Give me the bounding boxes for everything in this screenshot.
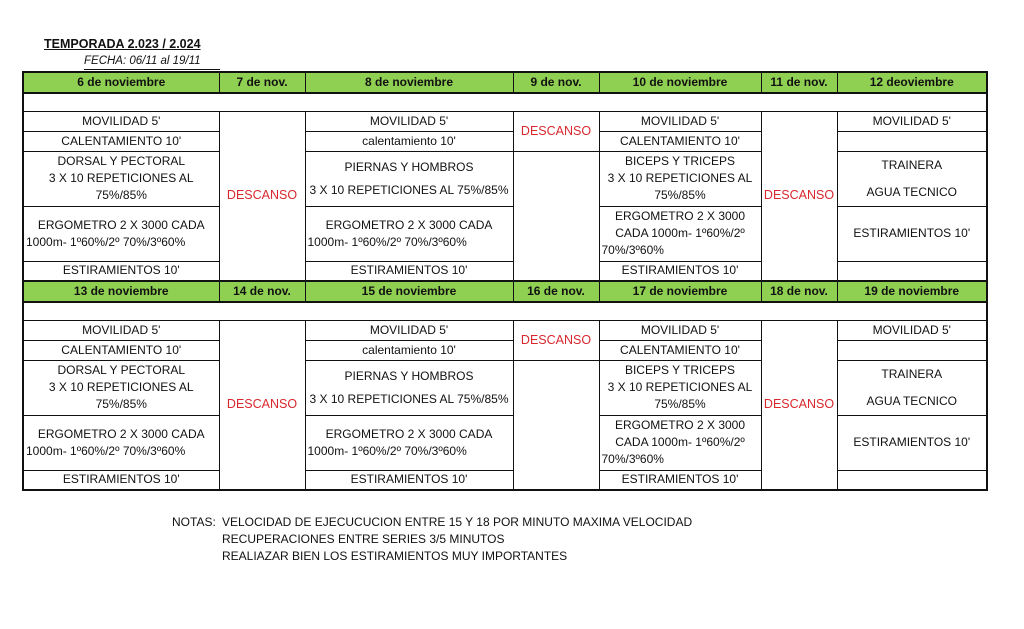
trainera-label: TRAINERA [881,366,943,381]
estiramientos-row [23,261,987,281]
day-header: 8 de noviembre [305,72,513,93]
note-line: VELOCIDAD DE EJECUCUCION ENTRE 15 Y 18 POR MINUTO MAXIMA VELOCIDAD [222,515,693,529]
notes-label: NOTAS: [172,515,216,529]
day-header: 15 de noviembre [305,281,513,302]
ergometro-cell: ERGOMETRO 2 X 3000 CADA 1000m- 1º60%/2º 70%/3º60% [305,206,513,261]
agua-label: AGUA TECNICO [866,393,957,408]
estiramientos-row [23,470,987,490]
series-label: 3 X 10 REPETICIONES AL 75%/85% [607,171,753,202]
movilidad-cell: MOVILIDAD 5' [305,320,513,340]
trainera-cell [837,151,987,206]
calentamiento-row [23,131,987,151]
ergometro-cell: ERGOMETRO 2 X 3000 CADA 1000m- 1º60%/2º 70%/3º60% [599,206,761,261]
muscle-group-label: PIERNAS Y HOMBROS [344,159,474,174]
calentamiento-cell: CALENTAMIENTO 10' [599,340,761,360]
date-range: FECHA: 06/11 al 19/11 [84,55,201,67]
series-label: 3 X 10 REPETICIONES AL 75%/85% [48,380,194,411]
ergometro-cell: ERGOMETRO 2 X 3000 CADA 1000m- 1º60%/2º 70%/3º60% [599,415,761,470]
season-title: TEMPORADA 2.023 / 2.024 [44,37,201,51]
estiramientos-cell: ESTIRAMIENTOS 10' [599,261,761,281]
day-header: 7 de nov. [219,72,305,93]
empty-cell [837,470,987,490]
muscle-group-label: DORSAL Y PECTORAL [57,154,186,168]
muscle-group-label: BICEPS Y TRICEPS [624,363,736,377]
calentamiento-cell: CALENTAMIENTO 10' [599,131,761,151]
day-header: 14 de nov. [219,281,305,302]
date-underline [84,69,220,70]
series-label: 3 X 10 REPETICIONES AL 75%/85% [48,171,194,202]
day-header: 9 de nov. [513,72,599,93]
ergometro-row [23,415,987,470]
rest-day-cell: DESCANSO [761,111,837,281]
estiramientos-cell: ESTIRAMIENTOS 10' [305,261,513,281]
rest-day-cell: DESCANSO [513,111,599,151]
strength-cell [305,151,513,206]
movilidad-cell: MOVILIDAD 5' [599,320,761,340]
day-header: 13 de noviembre [23,281,219,302]
movilidad-cell: MOVILIDAD 5' [837,320,987,340]
muscle-group-label: DORSAL Y PECTORAL [57,363,186,377]
rest-day-cell: DESCANSO [513,320,599,360]
calentamiento-cell: calentamiento 10' [305,131,513,151]
muscle-group-label: BICEPS Y TRICEPS [624,154,736,168]
spacer-cell [23,302,987,320]
empty-cell [837,340,987,360]
rest-day-cell: DESCANSO [219,320,305,490]
calentamiento-cell: calentamiento 10' [305,340,513,360]
movilidad-row [23,111,987,131]
estiramientos-cell: ESTIRAMIENTOS 10' [23,470,219,490]
spacer-cell [23,93,987,111]
strength-cell [23,151,219,206]
empty-cell [837,261,987,281]
estiramientos-cell: ESTIRAMIENTOS 10' [599,470,761,490]
movilidad-cell: MOVILIDAD 5' [599,111,761,131]
ergometro-cell: ERGOMETRO 2 X 3000 CADA 1000m- 1º60%/2º 70%/3º60% [23,206,219,261]
rest-day-cell: DESCANSO [761,320,837,490]
trainera-cell [837,360,987,415]
rest-day-cell: DESCANSO [219,111,305,281]
spacer-row [23,93,987,111]
strength-row [23,151,987,206]
movilidad-cell: MOVILIDAD 5' [837,111,987,131]
day-header: 17 de noviembre [599,281,761,302]
day-header: 16 de nov. [513,281,599,302]
day-header: 11 de nov. [761,72,837,93]
note-line: REALIAZAR BIEN LOS ESTIRAMIENTOS MUY IMPORTANTES [222,549,568,563]
training-schedule-table [22,71,988,491]
blank-column-cell [513,151,599,281]
day-header: 12 deoviembre [837,72,987,93]
muscle-group-label: PIERNAS Y HOMBROS [344,368,474,383]
series-label: 3 X 10 REPETICIONES AL 75%/85% [309,182,509,197]
series-label: 3 X 10 REPETICIONES AL 75%/85% [309,391,509,406]
agua-label: AGUA TECNICO [866,184,957,199]
estiramientos-cell: ESTIRAMIENTOS 10' [23,261,219,281]
note-line: RECUPERACIONES ENTRE SERIES 3/5 MINUTOS [222,532,505,546]
trainera-label: TRAINERA [881,157,943,172]
spacer-row [23,302,987,320]
strength-cell [599,151,761,206]
day-header: 6 de noviembre [23,72,219,93]
estiramientos-cell: ESTIRAMIENTOS 10' [837,206,987,261]
ergometro-cell: ERGOMETRO 2 X 3000 CADA 1000m- 1º60%/2º 70%/3º60% [23,415,219,470]
strength-row [23,360,987,415]
estiramientos-cell: ESTIRAMIENTOS 10' [305,470,513,490]
movilidad-row [23,320,987,340]
day-header: 19 de noviembre [837,281,987,302]
week-header-row [23,72,987,93]
calentamiento-row [23,340,987,360]
day-header: 18 de nov. [761,281,837,302]
day-header: 10 de noviembre [599,72,761,93]
ergometro-row [23,206,987,261]
week-header-row [23,281,987,302]
calentamiento-cell: CALENTAMIENTO 10' [23,340,219,360]
calentamiento-cell: CALENTAMIENTO 10' [23,131,219,151]
strength-cell [599,360,761,415]
strength-cell [23,360,219,415]
strength-cell [305,360,513,415]
ergometro-cell: ERGOMETRO 2 X 3000 CADA 1000m- 1º60%/2º 70%/3º60% [305,415,513,470]
estiramientos-cell: ESTIRAMIENTOS 10' [837,415,987,470]
movilidad-cell: MOVILIDAD 5' [305,111,513,131]
blank-column-cell [513,360,599,490]
series-label: 3 X 10 REPETICIONES AL 75%/85% [607,380,753,411]
empty-cell [837,131,987,151]
movilidad-cell: MOVILIDAD 5' [23,111,219,131]
movilidad-cell: MOVILIDAD 5' [23,320,219,340]
